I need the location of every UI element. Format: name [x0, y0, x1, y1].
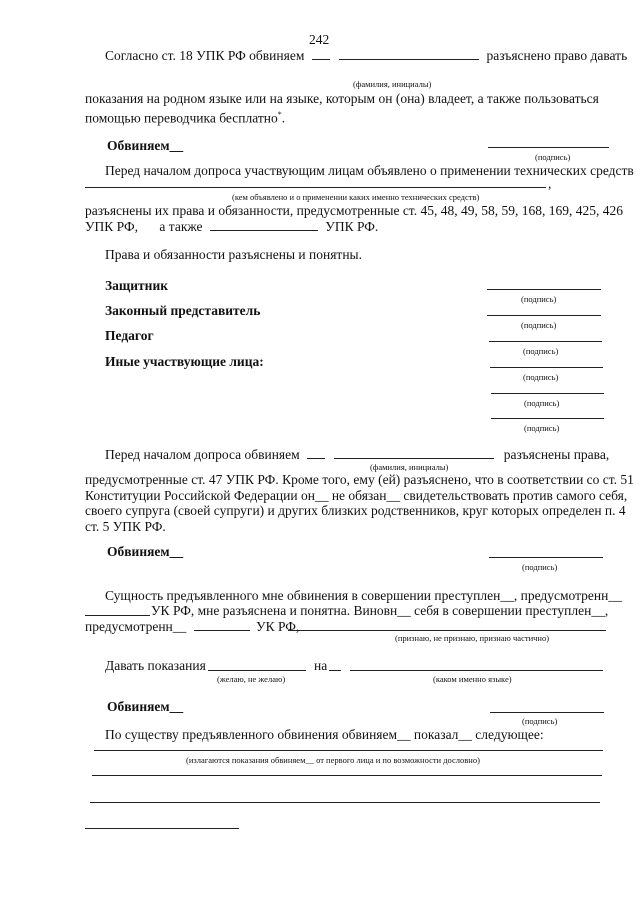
tech-means-line[interactable]	[85, 187, 546, 188]
p3-line1-text: Перед началом допроса обвиняем	[105, 447, 300, 462]
teacher-signature-line[interactable]	[489, 341, 602, 342]
other-signature-line-3[interactable]	[491, 418, 604, 419]
legal-rep-label: Законный представитель	[105, 303, 261, 318]
articles-blank[interactable]	[210, 218, 318, 231]
signature-hint-2: (подпись)	[522, 562, 558, 572]
accused-label-3: Обвиняем__	[107, 699, 184, 714]
accused-label-2: Обвиняем__	[107, 544, 184, 559]
willingness-line[interactable]	[208, 670, 306, 671]
other-signature-hint-3: (подпись)	[524, 423, 560, 433]
testimony-label: Давать показания	[105, 658, 206, 673]
p3-line1-end: разъяснены права,	[503, 447, 610, 462]
p3-line2: предусмотренные ст. 47 УПК РФ. Кроме того, ему (ей) разъяснено, что в соответствии со ст. 51	[85, 472, 634, 487]
p1-line3: помощью переводчика бесплатно*.	[85, 110, 286, 126]
accused-name-blank-short[interactable]	[307, 446, 325, 459]
name-blank-short[interactable]	[312, 47, 330, 60]
p2-also: а также	[159, 219, 203, 234]
p2-upk-end: УПК РФ.	[325, 219, 379, 234]
defender-signature-hint: (подпись)	[521, 294, 557, 304]
p4-line2: УК РФ, мне разъяснена и понятна. Виновн__ себя в совершении преступлен__,	[151, 603, 609, 618]
hint-name-1: (фамилия, инициалы)	[353, 79, 432, 89]
accused-name-blank[interactable]	[334, 446, 494, 459]
p1-line2: показания на родном языке или на языке, которым он (она) владеет, а также пользоваться	[85, 91, 599, 106]
signature-line-1[interactable]	[488, 147, 609, 148]
p2-line1: Перед началом допроса участвующим лицам объявлено о применении технических средств	[105, 163, 634, 178]
p2-comma: ,	[548, 176, 552, 191]
language-hint: (каком именно языке)	[433, 674, 512, 684]
p3-line5: ст. 5 УПК РФ.	[85, 519, 166, 534]
testimony-on: на	[314, 658, 328, 673]
testimony-hint: (излагаются показания обвиняем__ от первого лица и по возможности дословно)	[186, 755, 480, 765]
plea-hint: (признаю, не признаю, признаю частично)	[395, 633, 550, 643]
p4-provided: предусмотренн__	[85, 619, 187, 634]
signature-hint-1: (подпись)	[535, 152, 571, 162]
p1-line1-text: Согласно ст. 18 УПК РФ обвиняем	[105, 48, 305, 63]
name-blank[interactable]	[339, 47, 479, 60]
page-number: 242	[309, 32, 330, 47]
p6-line1: По существу предъявленного обвинения обвиняем__ показал__ следующее:	[105, 727, 544, 742]
p1-line3-text: помощью переводчика бесплатно	[85, 110, 278, 126]
willingness-hint: (желаю, не желаю)	[217, 674, 286, 684]
language-blank-short[interactable]	[329, 670, 341, 671]
testimony-line-1[interactable]	[94, 750, 603, 751]
testimony-line-2[interactable]	[92, 775, 602, 776]
p1-line1-end: разъяснено право давать	[486, 48, 628, 63]
legal-rep-signature-hint: (подпись)	[521, 320, 557, 330]
language-line[interactable]	[350, 670, 603, 671]
tech-means-hint: (кем объявлено и о применении каких именно технических средств)	[232, 192, 480, 202]
p4-line3	[85, 618, 299, 635]
footnote-mark: *	[277, 110, 282, 119]
article-blank-2[interactable]	[194, 618, 250, 631]
p2-line4	[85, 218, 378, 235]
other-signature-line-1[interactable]	[490, 367, 603, 368]
accused-label-1: Обвиняем__	[107, 138, 184, 153]
teacher-label: Педагог	[105, 328, 154, 343]
signature-line-3[interactable]	[490, 712, 604, 713]
plea-line[interactable]	[288, 630, 606, 631]
other-signature-line-2[interactable]	[491, 393, 604, 394]
p2-upk: УПК РФ,	[85, 219, 139, 234]
defender-label: Защитник	[105, 278, 169, 293]
rights-explained: Права и обязанности разъяснены и понятны.	[105, 247, 362, 262]
defender-signature-line[interactable]	[487, 289, 601, 290]
other-signature-hint-2: (подпись)	[524, 398, 560, 408]
p3-line1	[105, 446, 609, 463]
p4-line1: Сущность предъявленного мне обвинения в совершении преступлен__, предусмотренн__	[105, 588, 622, 603]
testimony-line-3[interactable]	[90, 802, 600, 803]
other-signature-hint-1: (подпись)	[523, 372, 559, 382]
legal-rep-signature-line[interactable]	[487, 315, 601, 316]
hint-name-2: (фамилия, инициалы)	[370, 462, 449, 472]
footnote-separator	[85, 828, 239, 829]
p1-line1	[105, 47, 627, 64]
p2-line3: разъяснены их права и обязанности, предусмотренные ст. 45, 48, 49, 58, 59, 168, 169, 425, 426	[85, 203, 623, 218]
teacher-signature-hint: (подпись)	[523, 346, 559, 356]
p4-uk: УК РФ,	[256, 619, 300, 634]
p3-line4: своего супруга (своей супруги) и других близких родственников, круг которых определен п. 4	[85, 503, 626, 518]
other-participants-label: Иные участвующие лица:	[105, 354, 264, 369]
signature-hint-3: (подпись)	[522, 716, 558, 726]
article-blank-1[interactable]	[85, 615, 150, 616]
p3-line3: Конституции Российской Федерации он__ не обязан__ свидетельствовать против самого себя,	[85, 488, 628, 503]
signature-line-2[interactable]	[489, 557, 603, 558]
